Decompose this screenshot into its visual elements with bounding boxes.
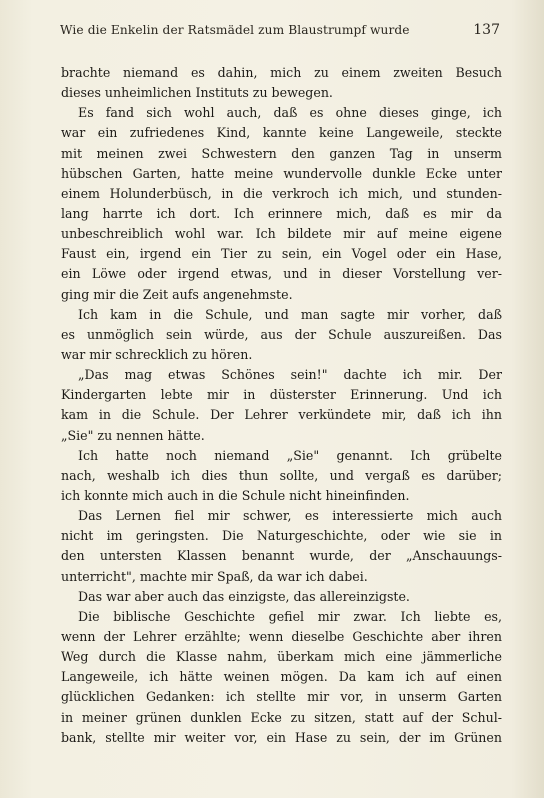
text-line: unbeschreiblich wohl war. Ich bildete mir auf meine eigene [61,226,502,242]
text-line: es unmöglich sein würde, aus der Schule auszureißen. Das [61,326,502,342]
text-line: einem Holunderbüsch, in die verkroch ich mich, und stunden- [61,185,502,201]
running-head [60,22,500,44]
text-line: „Sie" zu nennen hätte. [61,427,205,443]
text-line: dieses unheimlichen Instituts zu bewegen. [61,85,333,101]
text-line: Das war aber auch das einzigste, das allereinzigste. [78,588,410,604]
text-line: nach, weshalb ich dies thun sollte, und vergaß es darüber; [61,467,502,483]
text-line: ein Löwe oder irgend etwas, und in dieser Vorstellung ver- [61,266,502,282]
text-line: Faust ein, irgend ein Tier zu sein, ein Vogel oder ein Hase, [61,246,502,262]
text-line: „Das mag etwas Schönes sein!" dachte ich mir. Der [78,367,502,383]
text-line: ich konnte mich auch in die Schule nicht hineinfinden. [61,487,410,503]
text-line: hübschen Garten, hatte meine wundervolle dunkle Ecke unter [61,165,502,181]
text-line: Langeweile, ich hätte weinen mögen. Da kam ich auf einen [61,669,502,685]
text-line: Kindergarten lebte mir in düsterster Erinnerung. Und ich [61,387,502,403]
body-text [61,63,502,748]
running-title: Wie die Enkelin der Ratsmädel zum Blaustrumpf wurde [60,23,410,37]
text-line: glücklichen Gedanken: ich stellte mir vor, in unserm Garten [61,689,502,705]
text-line: Das Lernen fiel mir schwer, es interessierte mich auch [78,508,502,524]
text-line: war mir schrecklich zu hören. [61,346,253,362]
page-number: 137 [473,22,500,38]
text-line: wenn der Lehrer erzählte; wenn dieselbe Geschichte aber ihren [61,628,502,644]
text-line: unterricht", machte mir Spaß, da war ich dabei. [61,568,368,584]
text-line: Ich hatte noch niemand „Sie" genannt. Ich grübelte [78,447,502,463]
text-line: den untersten Klassen benannt wurde, der „Anschauungs- [61,548,502,564]
text-line: bank, stellte mir weiter vor, ein Hase zu sein, der im Grünen [61,729,502,745]
text-line: Die biblische Geschichte gefiel mir zwar. Ich liebte es, [78,608,502,624]
text-line: mit meinen zwei Schwestern den ganzen Tag in unserm [61,145,502,161]
text-line: ging mir die Zeit aufs angenehmste. [61,286,293,302]
text-line: Ich kam in die Schule, und man sagte mir vorher, daß [78,306,502,322]
text-line: kam in die Schule. Der Lehrer verkündete mir, daß ich ihn [61,407,502,423]
text-line: Es fand sich wohl auch, daß es ohne dieses ginge, ich [78,105,502,121]
text-line: war ein zufriedenes Kind, kannte keine Langeweile, steckte [61,125,502,141]
text-line: lang harrte ich dort. Ich erinnere mich, daß es mir da [61,205,502,221]
text-line: nicht im geringsten. Die Naturgeschichte, oder wie sie in [61,528,502,544]
text-line: in meiner grünen dunklen Ecke zu sitzen, statt auf der Schul- [61,709,502,725]
text-line: brachte niemand es dahin, mich zu einem zweiten Besuch [61,65,502,80]
text-line: Weg durch die Klasse nahm, überkam mich eine jämmerliche [61,649,502,665]
